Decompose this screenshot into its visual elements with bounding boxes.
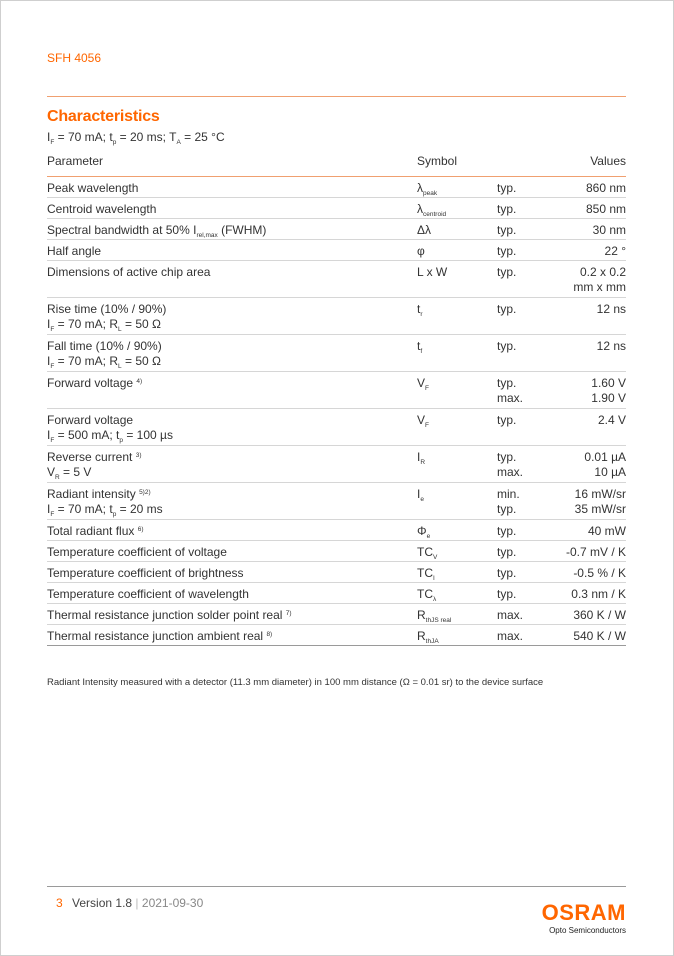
symbol-cell: $V_F$: [417, 413, 429, 429]
qualifier-cell: min. typ.: [497, 487, 520, 516]
value-cell: 12 ns: [596, 302, 626, 316]
parameter-cell: Fall time (10% / 90%) $I_F = 70$ mA; $R_L = 50$ Ω: [47, 339, 162, 370]
parameter-cell: Dimensions of active chip area: [47, 265, 211, 279]
symbol-cell: $V_F$: [417, 376, 429, 392]
value-cell: 1.60 V 1.90 V: [591, 376, 626, 405]
symbol-cell: $\lambda_{centroid}$: [417, 202, 447, 218]
value-cell: -0.5 % / K: [573, 566, 626, 580]
qualifier-cell: typ.: [497, 244, 517, 258]
parameter-cell: Peak wavelength: [47, 181, 139, 195]
column-header-values: Values: [590, 154, 626, 168]
table-row: [47, 583, 626, 604]
symbol-cell: φ: [417, 244, 425, 258]
symbol-cell: $TC_\lambda$: [417, 587, 437, 603]
footer-rule: [47, 886, 626, 887]
symbol-cell: $R_{thJS real}$: [417, 608, 452, 624]
value-cell: 0.2 x 0.2 mm x mm: [573, 265, 626, 294]
page-number: 3: [56, 896, 63, 910]
parameter-cell: Centroid wavelength: [47, 202, 157, 216]
value-cell: 40 mW: [587, 524, 626, 538]
value-cell: 540 K / W: [573, 629, 626, 643]
symbol-cell: Δλ: [417, 223, 432, 237]
parameter-cell: Forward voltage $I_F = 500$ mA; $t_p = 100$ µs: [47, 413, 173, 444]
qualifier-cell: typ.: [497, 265, 517, 279]
parameter-cell: Rise time (10% / 90%) $I_F = 70$ mA; $R_L = 50$ Ω: [47, 302, 167, 333]
qualifier-cell: typ. max.: [497, 376, 524, 405]
value-cell: -0.7 mV / K: [565, 545, 626, 559]
value-cell: 360 K / W: [573, 608, 626, 622]
qualifier-cell: typ.: [497, 339, 517, 353]
footer-separator: |: [135, 896, 139, 910]
symbol-cell: $I_e$: [417, 487, 424, 503]
qualifier-cell: typ.: [497, 202, 517, 216]
table-row: [47, 409, 626, 446]
symbol-cell: L x W: [417, 265, 448, 279]
document-id: SFH 4056: [47, 51, 102, 65]
symbol-cell: $t_f$: [417, 339, 423, 355]
table-row: [47, 562, 626, 583]
table-row: [47, 483, 626, 520]
header-rule: [47, 96, 626, 97]
value-cell: 2.4 V: [597, 413, 626, 427]
value-cell: 22 °: [604, 244, 626, 258]
parameter-cell: Temperature coefficient of wavelength: [47, 587, 249, 601]
qualifier-cell: typ.: [497, 302, 517, 316]
footnote: Radiant Intensity measured with a detector (11.3 mm diameter) in 100 mm distance (Ω = 0.01 sr) to the device surface: [47, 677, 544, 688]
table-row: [47, 219, 626, 240]
symbol-cell: $t_r$: [417, 302, 423, 318]
parameter-cell: Reverse current $^{3)}$ $V_R = 5$ V: [47, 450, 142, 481]
parameter-cell: Thermal resistance junction solder point real $^{7)}$: [47, 608, 292, 622]
table-row: [47, 446, 626, 483]
symbol-cell: $I_R$: [417, 450, 426, 466]
logo-wordmark: OSRAM: [541, 900, 626, 925]
qualifier-cell: max.: [497, 608, 524, 622]
qualifier-cell: typ.: [497, 524, 517, 538]
value-cell: 12 ns: [596, 339, 626, 353]
osram-logo: [542, 902, 626, 936]
column-header-symbol: Symbol: [417, 154, 458, 168]
table-row: [47, 372, 626, 409]
symbol-cell: $TC_V$: [417, 545, 438, 561]
qualifier-cell: typ.: [497, 181, 517, 195]
parameter-cell: Total radiant flux $^{6)}$: [47, 524, 144, 538]
symbol-cell: $TC_I$: [417, 566, 435, 582]
column-header-parameter: Parameter: [47, 154, 104, 168]
version-label: Version 1.8: [72, 896, 133, 910]
qualifier-cell: typ.: [497, 545, 517, 559]
value-cell: 0.3 nm / K: [571, 587, 626, 601]
value-cell: 850 nm: [585, 202, 626, 216]
symbol-cell: $\lambda_{peak}$: [417, 181, 438, 197]
parameter-cell: Temperature coefficient of voltage: [47, 545, 227, 559]
table-row: [47, 335, 626, 372]
logo-tagline: Opto Semiconductors: [549, 926, 626, 935]
value-cell: 16 mW/sr 35 mW/sr: [574, 487, 626, 516]
characteristics-table: [47, 177, 626, 646]
qualifier-cell: typ.: [497, 413, 517, 427]
symbol-cell: $\Phi_e$: [417, 524, 431, 540]
qualifier-cell: typ.: [497, 223, 517, 237]
parameter-cell: Spectral bandwidth at 50% $I_{rel,max}$ (FWHM): [47, 223, 267, 239]
parameter-cell: Thermal resistance junction ambient real $^{8)}$: [47, 629, 273, 643]
table-row: [47, 541, 626, 562]
table-row: [47, 604, 626, 625]
release-date: 2021-09-30: [141, 896, 204, 910]
section-title: Characteristics: [47, 108, 160, 125]
table-row: [47, 177, 626, 198]
qualifier-cell: max.: [497, 629, 524, 643]
parameter-cell: Temperature coefficient of brightness: [47, 566, 244, 580]
value-cell: 0.01 µA 10 µA: [584, 450, 626, 479]
table-row: [47, 198, 626, 219]
qualifier-cell: typ.: [497, 566, 517, 580]
value-cell: 860 nm: [585, 181, 626, 195]
parameter-cell: Radiant intensity $^{5)2)}$ $I_F = 70$ mA; $t_p = 20$ ms: [47, 487, 163, 518]
table-row: [47, 298, 626, 335]
table-row: [47, 240, 626, 261]
qualifier-cell: typ.: [497, 587, 517, 601]
table-row: [47, 261, 626, 298]
symbol-cell: $R_{thJA}$: [417, 629, 439, 645]
test-conditions: $I_F = 70$ mA; $t_p = 20$ ms; $T_A = 25$ °C: [47, 130, 225, 146]
table-row: [47, 520, 626, 541]
qualifier-cell: typ. max.: [497, 450, 524, 479]
table-row: [47, 625, 626, 646]
footer: [56, 896, 203, 910]
parameter-cell: Forward voltage $^{4)}$: [47, 376, 143, 390]
value-cell: 30 nm: [592, 223, 626, 237]
parameter-cell: Half angle: [47, 244, 102, 258]
